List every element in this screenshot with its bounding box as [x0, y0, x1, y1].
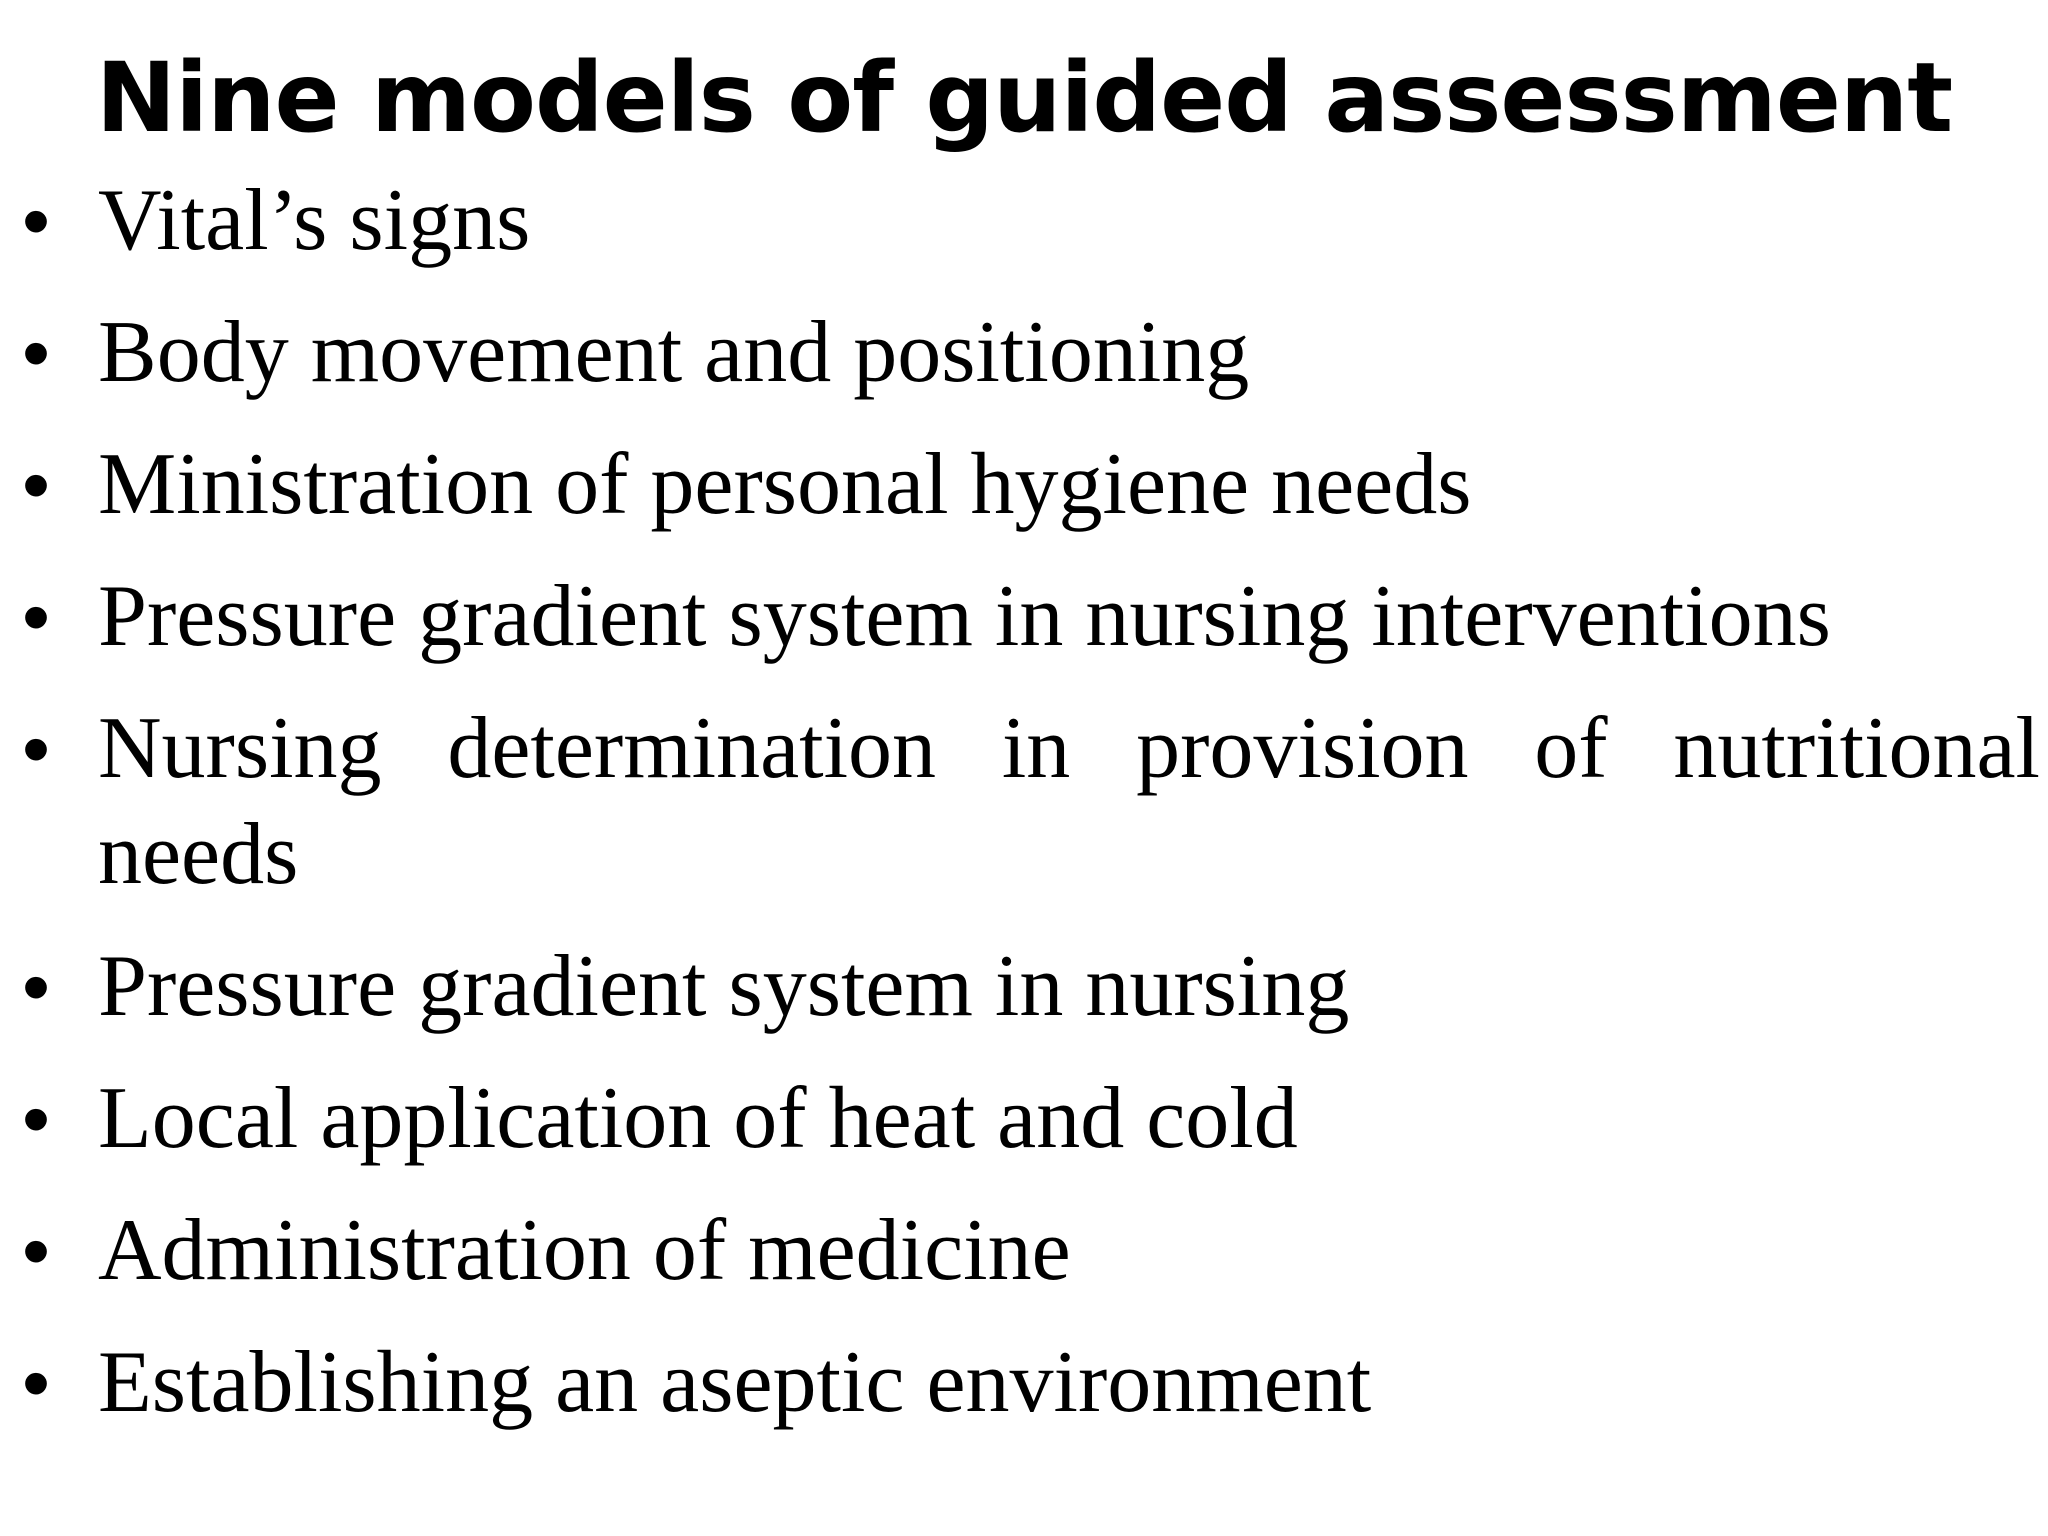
list-item [0, 300, 2040, 406]
list-item-text: Administration of medicine [98, 1202, 1071, 1299]
list-item-text: Ministration of personal hygiene needs [98, 436, 1472, 533]
bullet-icon: • [22, 1206, 51, 1295]
list-item-text: Establishing an aseptic environment [98, 1334, 1372, 1431]
bullet-icon: • [22, 572, 51, 661]
bullet-icon: • [22, 1074, 51, 1163]
slide-title: Nine models of guided assessment [95, 42, 1953, 154]
bullet-icon: • [22, 176, 51, 265]
bullet-icon: • [22, 1338, 51, 1427]
list-item-text: Pressure gradient system in nursing [98, 938, 1350, 1035]
list-item [0, 1066, 2040, 1172]
bullet-icon: • [22, 942, 51, 1031]
list-item-text: Pressure gradient system in nursing interventions [98, 568, 1831, 665]
bullet-icon: • [22, 440, 51, 529]
list-item-text: Local application of heat and cold [98, 1070, 1298, 1167]
list-item [0, 1198, 2040, 1304]
list-item [0, 432, 2040, 538]
list-item-text: Vital’s signs [98, 172, 531, 269]
bullet-icon: • [22, 704, 51, 793]
list-item-text: Body movement and positioning [98, 304, 1250, 401]
list-item [0, 696, 2040, 908]
bullet-icon: • [22, 308, 51, 397]
list-item [0, 564, 2040, 670]
list-item [0, 168, 2040, 274]
list-item [0, 934, 2040, 1040]
bullet-list [0, 168, 2040, 1462]
list-item [0, 1330, 2040, 1436]
list-item-text: Nursing determination in provision of nutritional needs [98, 700, 2040, 903]
